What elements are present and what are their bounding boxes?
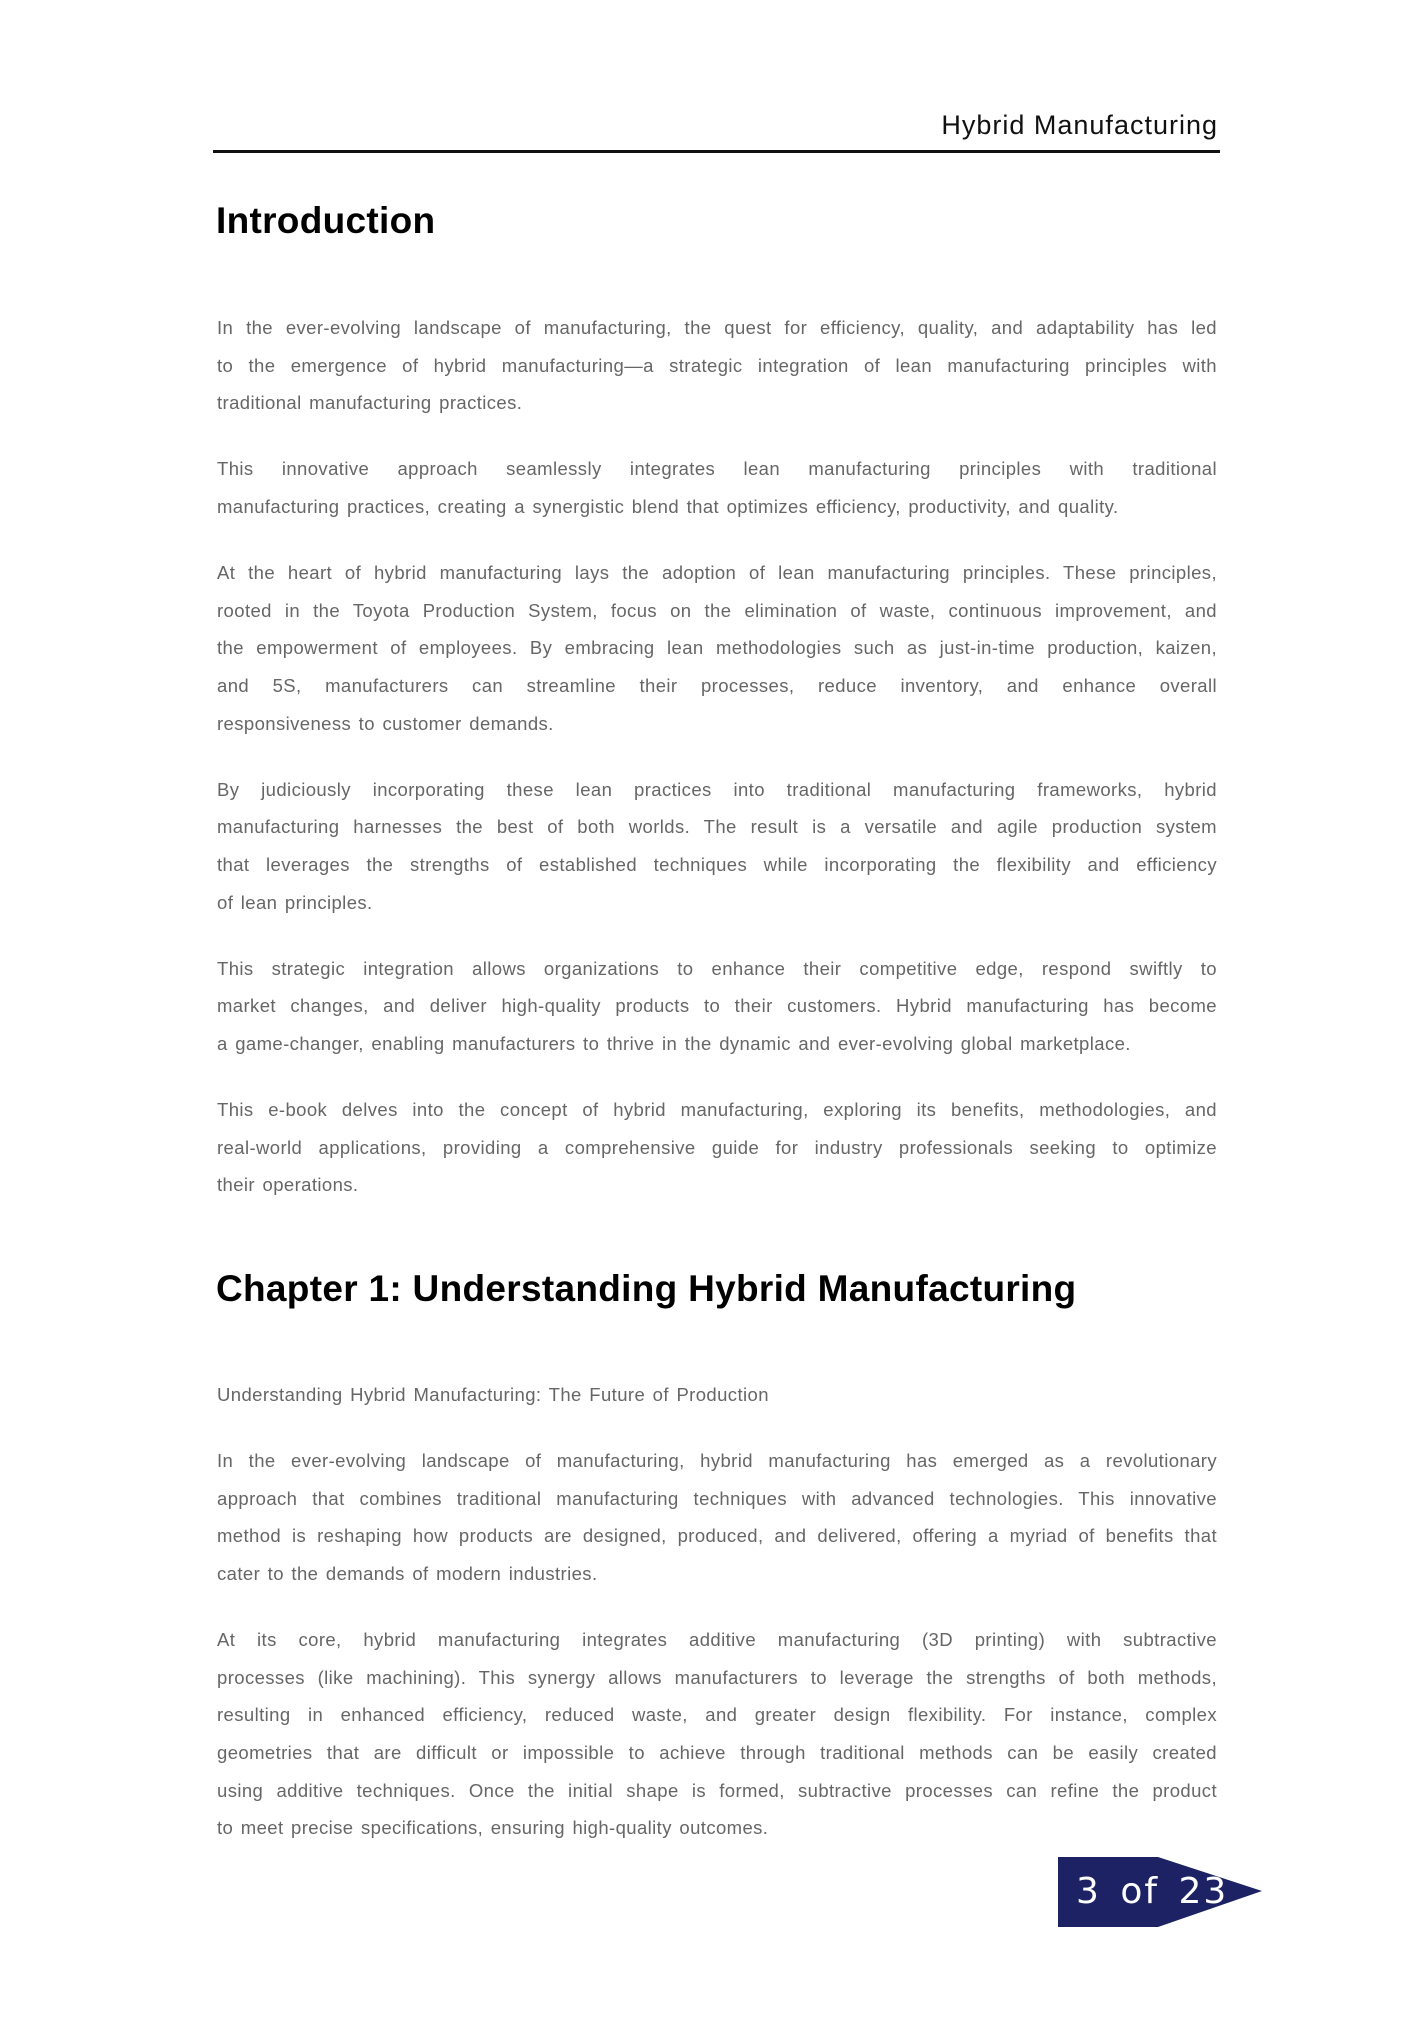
section-heading-chapter-1: Chapter 1: Understanding Hybrid Manufacturing [216, 1268, 1077, 1309]
paragraph-line: that leverages the strengths of established techniques while incorporating the flexibility and efficiency [217, 853, 1217, 875]
paragraph-line: geometries that are difficult or impossible to achieve through traditional methods can be easily created [217, 1741, 1217, 1763]
paragraph-line: their operations. [217, 1174, 359, 1196]
paragraph-line: using additive techniques. Once the initial shape is formed, subtractive processes can refine the product [217, 1779, 1217, 1801]
paragraph-line: At the heart of hybrid manufacturing lays the adoption of lean manufacturing principles. These principles, [217, 562, 1217, 584]
paragraph-line: manufacturing practices, creating a synergistic blend that optimizes efficiency, productivity, and quality. [217, 495, 1119, 517]
paragraph-line: At its core, hybrid manufacturing integrates additive manufacturing (3D printing) with subtractive [217, 1629, 1217, 1651]
chapter-1-body [217, 1376, 1217, 1875]
paragraph-line: This innovative approach seamlessly integrates lean manufacturing principles with traditional [217, 458, 1217, 480]
paragraph-line: rooted in the Toyota Production System, focus on the elimination of waste, continuous improvement, and [217, 599, 1217, 621]
paragraph [217, 950, 1217, 1063]
paragraph [217, 1621, 1217, 1847]
paragraph-line: approach that combines traditional manufacturing techniques with advanced technologies. This innovative [217, 1487, 1217, 1509]
paragraph [217, 1091, 1217, 1204]
paragraph-line: a game-changer, enabling manufacturers to thrive in the dynamic and ever-evolving global marketplace. [217, 1032, 1131, 1054]
paragraph-line: real-world applications, providing a comprehensive guide for industry professionals seeking to optimize [217, 1136, 1217, 1158]
paragraph-line: In the ever-evolving landscape of manufacturing, hybrid manufacturing has emerged as a revolutionary [217, 1450, 1217, 1472]
paragraph-line: Understanding Hybrid Manufacturing: The Future of Production [217, 1384, 769, 1405]
paragraph [217, 554, 1217, 742]
paragraph-line: traditional manufacturing practices. [217, 392, 523, 414]
paragraph-line: This e-book delves into the concept of hybrid manufacturing, exploring its benefits, methodologies, and [217, 1099, 1217, 1121]
header-rule [213, 150, 1220, 153]
paragraph [217, 1376, 1217, 1414]
paragraph-line: of lean principles. [217, 891, 373, 913]
page-indicator [1058, 1857, 1262, 1927]
page-indicator-label: 3 of 23 [1076, 1871, 1229, 1912]
paragraph [217, 450, 1217, 525]
paragraph-line: and 5S, manufacturers can streamline their processes, reduce inventory, and enhance overall [217, 674, 1217, 696]
paragraph-line: This strategic integration allows organizations to enhance their competitive edge, respond swiftly to [217, 957, 1217, 979]
paragraph-line: method is reshaping how products are designed, produced, and delivered, offering a myriad of benefits that [217, 1525, 1217, 1547]
paragraph [217, 1442, 1217, 1592]
paragraph-line: In the ever-evolving landscape of manufacturing, the quest for efficiency, quality, and adaptability has led [217, 317, 1217, 338]
paragraph [217, 771, 1217, 921]
paragraph [217, 309, 1217, 422]
paragraph-line: resulting in enhanced efficiency, reduced waste, and greater design flexibility. For instance, complex [217, 1704, 1217, 1726]
running-header-title: Hybrid Manufacturing [941, 110, 1218, 140]
paragraph-line: to meet precise specifications, ensuring high-quality outcomes. [217, 1817, 769, 1839]
paragraph-line: processes (like machining). This synergy allows manufacturers to leverage the strengths of both methods, [217, 1666, 1217, 1688]
paragraph-line: market changes, and deliver high-quality products to their customers. Hybrid manufacturing has become [217, 995, 1217, 1017]
paragraph-line: cater to the demands of modern industries. [217, 1562, 598, 1584]
paragraph-line: to the emergence of hybrid manufacturing—a strategic integration of lean manufacturing principles with [217, 354, 1217, 376]
paragraph-line: By judiciously incorporating these lean practices into traditional manufacturing frameworks, hybrid [217, 778, 1217, 800]
introduction-body [217, 309, 1217, 1232]
paragraph-line: the empowerment of employees. By embracing lean methodologies such as just-in-time production, kaizen, [217, 637, 1217, 659]
paragraph-line: responsiveness to customer demands. [217, 712, 554, 734]
section-heading-introduction: Introduction [216, 200, 436, 241]
paragraph-line: manufacturing harnesses the best of both worlds. The result is a versatile and agile production system [217, 816, 1217, 838]
